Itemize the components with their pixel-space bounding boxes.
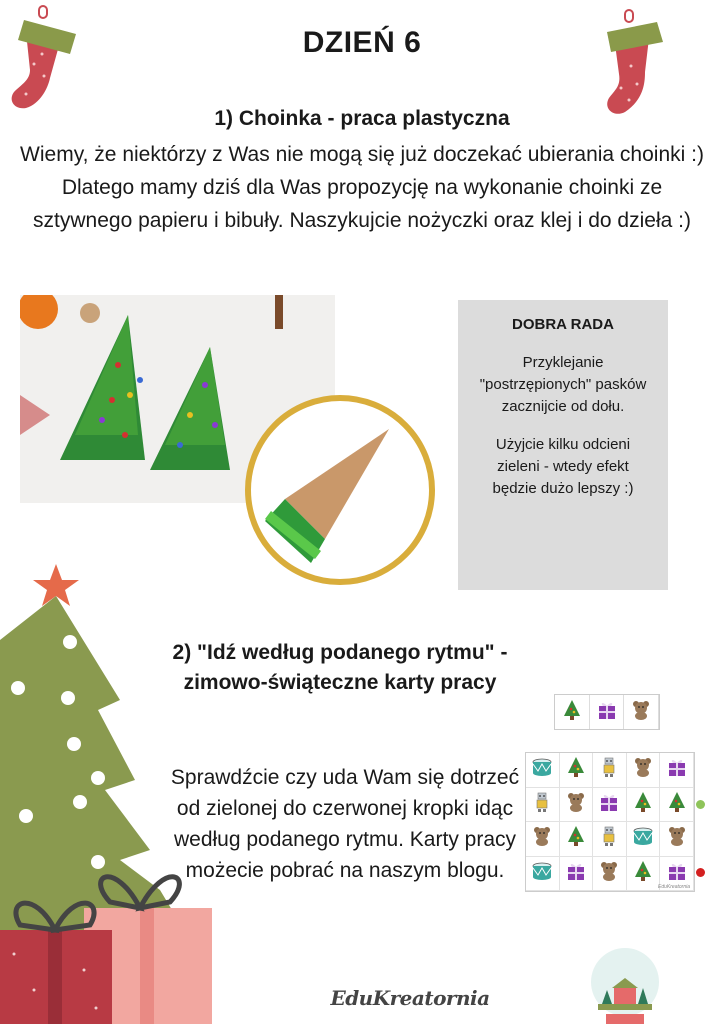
drum-icon [531,757,553,782]
detail-photo [245,395,435,585]
grid-cell [627,788,661,823]
gift-icon [599,792,619,817]
grid-cell [593,857,627,892]
brand-logo: EduKreatornia [330,986,490,1010]
tip-box [458,300,668,590]
grid-cell [593,822,627,857]
grid-cell [660,822,694,857]
gift-icon [667,861,687,886]
gift-icon [566,861,586,886]
grid-cell [526,822,560,857]
section1-heading: 1) Choinka - praca plastyczna [214,107,510,130]
bear-icon [668,826,686,851]
end-dot [696,868,705,877]
page-title: DZIEŃ 6 [302,26,422,59]
tree-icon [634,860,652,887]
tip-heading: DOBRA RADA [512,316,614,333]
bear-icon [632,700,650,725]
section2-body: Sprawdźcie czy uda Wam się dotrzeć od zielonej do czerwonej kropki idąc według podanego rytmu. Karty pracy możecie pobrać na naszym blogu. [170,766,520,882]
robot-icon [534,791,550,818]
grid-cell [526,857,560,892]
drum-icon [531,861,553,886]
gift-icon [667,757,687,782]
bear-icon [634,757,652,782]
grid-cell [627,822,661,857]
robot-icon [601,756,617,783]
grid-cell [560,788,594,823]
snow-globe-icon [588,944,662,1024]
section2-heading: 2) "Idź według podanego rytmu" - zimowo-świąteczne karty pracy [172,641,508,694]
bear-icon [567,792,585,817]
tree-icon [567,825,585,852]
tree-icon [634,791,652,818]
tree-icon [567,756,585,783]
pattern-cell [555,695,590,729]
robot-icon [601,825,617,852]
grid-cell [526,788,560,823]
bear-icon [600,861,618,886]
grid-cell [526,753,560,788]
section1-body: Wiemy, że niektórzy z Was nie mogą się już doczekać ubierania choinki :) Dlatego mamy dziś dla Was propozycję na wykonanie choinki ze sztywnego papieru i bibuły. Naszykujcie nożyczki oraz klej i do dzieła :) [20,143,704,232]
tip-paragraph-1: Przyklejanie "postrzępionych" pasków zacznijcie od dołu. [479,354,647,415]
gift-icon [597,700,617,725]
pattern-cell [590,695,625,729]
grid-cell [560,857,594,892]
grid-cell [560,822,594,857]
start-dot [696,800,705,809]
grid-cell [560,753,594,788]
rhythm-grid [525,752,695,892]
bear-icon [533,826,551,851]
tree-icon [563,699,581,726]
grid-cell [593,788,627,823]
drum-icon [632,826,654,851]
grid-cell [593,753,627,788]
tip-paragraph-2: Użyjcie kilku odcieni zieleni - wtedy efekt będzie dużo lepszy :) [492,436,634,497]
grid-cell [660,753,694,788]
grid-cell [627,857,661,892]
pattern-cell [624,695,659,729]
rhythm-pattern [554,694,660,730]
worksheet-credit: EduKreatornia [658,884,690,890]
stocking-icon [595,8,671,118]
tree-icon [668,791,686,818]
grid-cell [627,753,661,788]
grid-cell [660,788,694,823]
